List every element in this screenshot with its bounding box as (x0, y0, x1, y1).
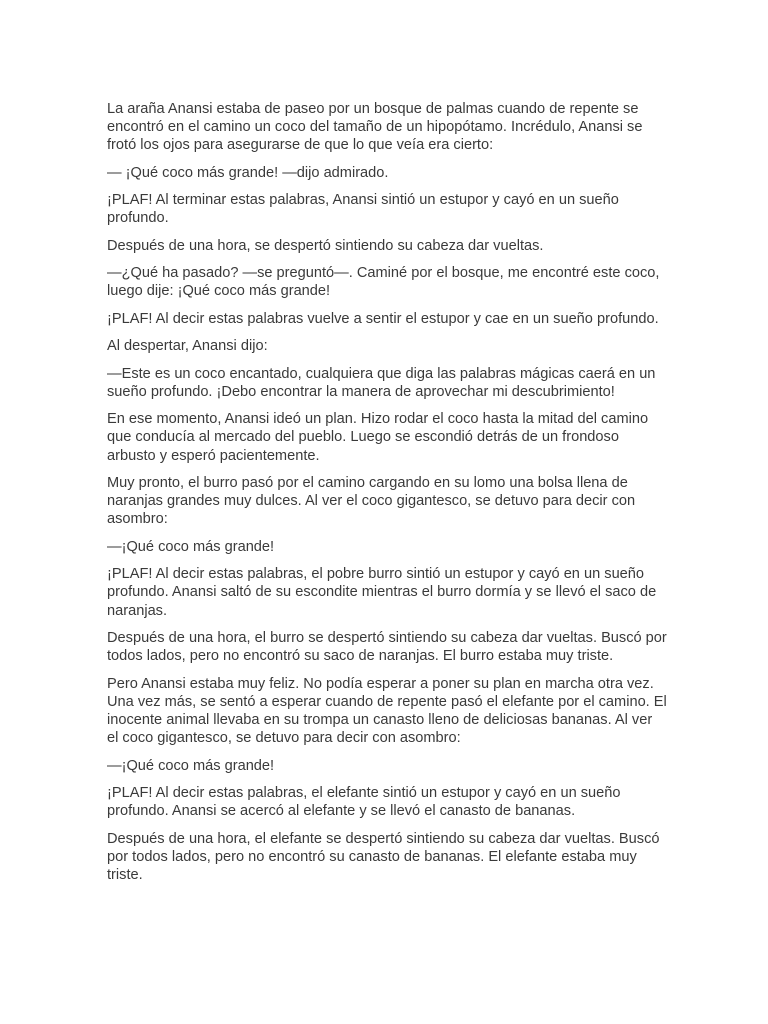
paragraph-7: Al despertar, Anansi dijo: (107, 338, 268, 355)
paragraph-14: Pero Anansi estaba muy feliz. No podía esperar a poner su plan en marcha otra vez. Una vez más, se sentó a esperar cuando de repente pasó el elefante por el camino. El inocente animal llevaba en su trompa un canasto lleno de deliciosas bananas. Al ver el coco gigantesco, se detuvo para decir con asombro: (107, 675, 667, 747)
paragraph-1: La araña Anansi estaba de paseo por un bosque de palmas cuando de repente se encontró en el camino un coco del tamaño de un hipopótamo. Incrédulo, Anansi se frotó los ojos para asegurarse de que lo que veía era cierto: (107, 101, 643, 154)
paragraph-11: —¡Qué coco más grande! (107, 538, 275, 555)
paragraph-15: —¡Qué coco más grande! (107, 757, 275, 774)
paragraph-16: ¡PLAF! Al decir estas palabras, el elefante sintió un estupor y cayó en un sueño profundo. Anansi se acercó al elefante y se llevó el canasto de bananas. (107, 784, 621, 820)
paragraph-17: Después de una hora, el elefante se despertó sintiendo su cabeza dar vueltas. Buscó por todos lados, pero no encontró su canasto de bananas. El elefante estaba muy triste. (107, 830, 660, 883)
paragraph-9: En ese momento, Anansi ideó un plan. Hizo rodar el coco hasta la mitad del camino que conducía al mercado del pueblo. Luego se escondió detrás de un frondoso arbusto y esperó pacientemente. (107, 411, 649, 464)
paragraph-3: ¡PLAF! Al terminar estas palabras, Anansi sintió un estupor y cayó en un sueño profundo. (107, 192, 619, 227)
paragraph-2: — ¡Qué coco más grande! —dijo admirado. (107, 164, 389, 181)
paragraph-12: ¡PLAF! Al decir estas palabras, el pobre burro sintió un estupor y cayó en un sueño profundo. Anansi saltó de su escondite mientras el burro dormía y se llevó el saco de naranjas. (107, 566, 657, 619)
paragraph-8: —Este es un coco encantado, cualquiera que diga las palabras mágicas caerá en un sueño profundo. ¡Debo encontrar la manera de aprovechar mi descubrimiento! (107, 365, 656, 400)
paragraph-4: Después de una hora, se despertó sintiendo su cabeza dar vueltas. (107, 237, 544, 254)
paragraph-5: —¿Qué ha pasado? —se preguntó—. Caminé por el bosque, me encontré este coco, luego dije: ¡Qué coco más grande! (107, 265, 660, 300)
paragraph-13: Después de una hora, el burro se despertó sintiendo su cabeza dar vueltas. Buscó por todos lados, pero no encontró su saco de naranjas. El burro estaba muy triste. (107, 629, 667, 665)
paragraph-6: ¡PLAF! Al decir estas palabras vuelve a sentir el estupor y cae en un sueño profundo. (107, 310, 659, 327)
document-body (107, 100, 667, 893)
paragraph-10: Muy pronto, el burro pasó por el camino cargando en su lomo una bolsa llena de naranjas grandes muy dulces. Al ver el coco gigantesco, se detuvo para decir con asombro: (107, 474, 636, 528)
